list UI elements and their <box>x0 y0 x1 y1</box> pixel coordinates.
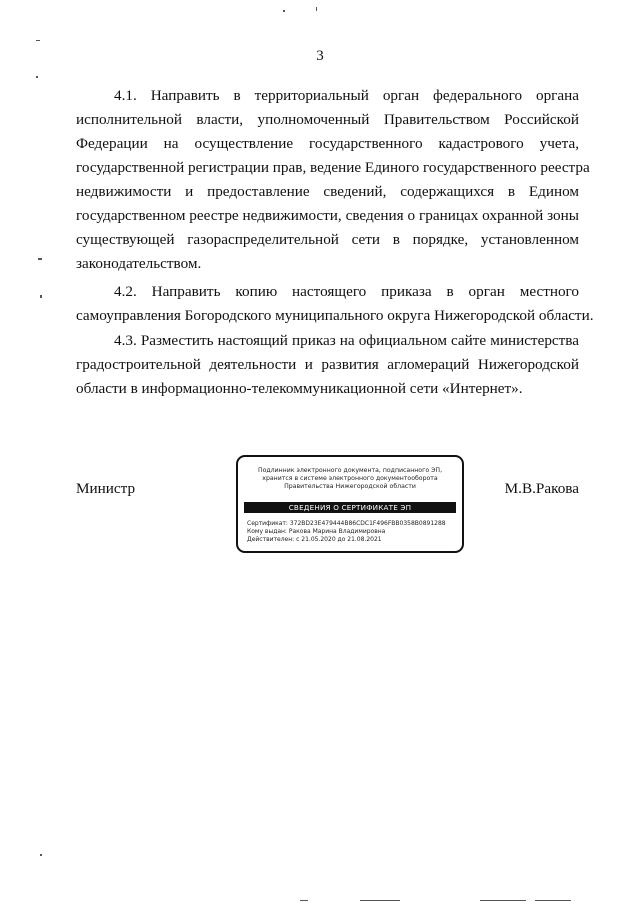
scan-mark <box>480 900 526 901</box>
scan-mark <box>40 295 42 298</box>
text-line: недвижимости и предоставление сведений, содержащихся в Едином <box>76 183 579 200</box>
scan-mark <box>36 76 38 78</box>
scan-mark <box>40 854 42 856</box>
scan-mark <box>535 900 571 901</box>
text-line: исполнительной власти, уполномоченный Правительством Российской <box>76 111 579 128</box>
certificate-number: Сертификат: 372BD23E479444B86CDC1F496FBB0358B0891288 <box>247 520 446 527</box>
text-line: 4.3. Разместить настоящий приказ на официальном сайте министерства <box>114 332 579 349</box>
stamp-header-line: Правительства Нижегородской области <box>284 483 416 490</box>
scan-mark <box>300 900 308 901</box>
scan-mark <box>316 7 317 11</box>
certificate-owner: Кому выдан: Ракова Марина Владимировна <box>247 528 386 535</box>
scan-mark <box>283 10 285 12</box>
stamp-header-line: Подлинник электронного документа, подписанного ЭП, <box>257 467 443 474</box>
text-line: существующей газораспределительной сети в порядке, установленном <box>76 231 579 248</box>
text-line: 4.2. Направить копию настоящего приказа в орган местного <box>114 283 579 300</box>
stamp-header <box>244 467 456 491</box>
position-title: Министр <box>76 480 136 497</box>
text-line: области в информационно-телекоммуникационной сети «Интернет». <box>76 380 523 397</box>
certificate-info <box>247 520 456 544</box>
text-line: градостроительной деятельности и развития агломераций Нижегородской <box>76 356 579 373</box>
scan-mark <box>360 900 400 901</box>
stamp-header-line: хранится в системе электронного документооборота <box>262 475 438 482</box>
electronic-signature-stamp <box>236 455 464 553</box>
signer-name: М.В.Ракова <box>504 480 579 497</box>
paragraph-4-3 <box>76 329 579 401</box>
text-line: самоуправления Богородского муниципального округа Нижегородской области. <box>76 307 594 324</box>
scan-mark <box>38 258 42 260</box>
page-number: 3 <box>316 48 324 64</box>
text-line: государственном реестре недвижимости, сведения о границах охранной зоны <box>76 207 579 224</box>
text-line: 4.1. Направить в территориальный орган федерального органа <box>114 87 579 104</box>
text-line: законодательством. <box>76 255 202 272</box>
text-line: государственной регистрации прав, ведение Единого государственного реестра <box>76 159 590 176</box>
paragraph-4-1 <box>76 84 590 276</box>
stamp-title: СВЕДЕНИЯ О СЕРТИФИКАТЕ ЭП <box>244 502 456 513</box>
certificate-validity: Действителен: с 21.05.2020 до 21.08.2021 <box>247 536 382 543</box>
text-line: Федерации на осуществление государственного кадастрового учета, <box>76 135 579 152</box>
scan-mark <box>36 40 40 41</box>
paragraph-4-2 <box>76 280 594 328</box>
